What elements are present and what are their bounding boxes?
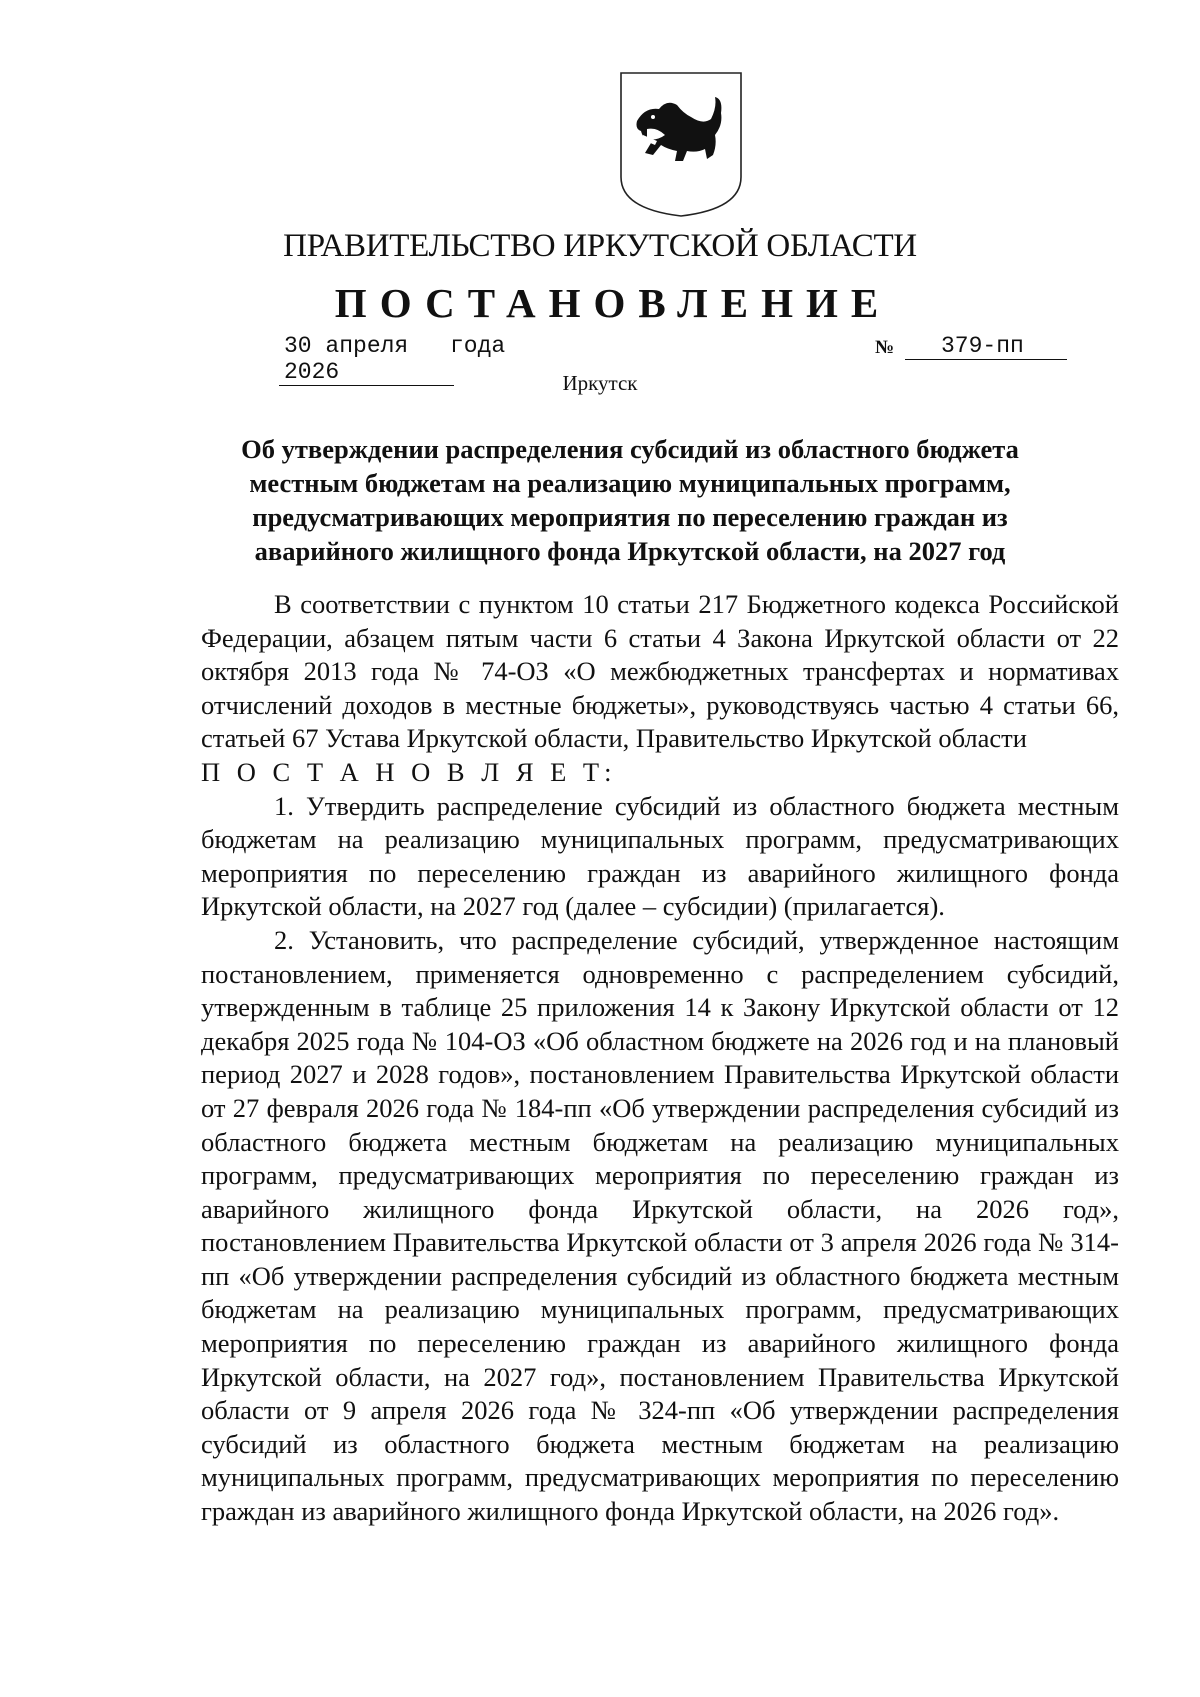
title-line: предусматривающих мероприятия по переселению граждан из (252, 502, 1008, 532)
government-name: ПРАВИТЕЛЬСТВО ИРКУТСКОЙ ОБЛАСТИ (283, 228, 917, 264)
document-type-heading: ПОСТАНОВЛЕНИЕ (334, 280, 892, 326)
document-title (200, 432, 1060, 568)
title-line: аварийного жилищного фонда Иркутской области, на 2027 год (254, 536, 1006, 566)
title-line: Об утверждении распределения субсидий из областного бюджета (241, 434, 1019, 464)
document-date: 30 апреля 2026 (279, 333, 454, 386)
document-date-suffix: года (450, 333, 506, 359)
city-name: Иркутск (562, 371, 638, 395)
document-body (201, 588, 1119, 1529)
document-number: 379-пп (905, 333, 1067, 360)
title-line: местным бюджетам на реализацию муниципальных программ, (249, 468, 1011, 498)
item-2-paragraph: 2. Установить, что распределение субсидий, утвержденное настоящим постановлением, применяется одновременно с распределением субсидий, утвержденным в таблице 25 приложения 14 к Закону Иркутской области от 12 декабря 2025 года № 104-ОЗ «Об областном бюджете на 2026 год и на плановый период 2027 и 2028 годов», постановлением Правительства Иркутской области от 27 февраля 2026 года № 184-пп «Об утверждении распределения субсидий из областного бюджета местным бюджетам на реализацию муниципальных программ, предусматривающих мероприятия по переселению граждан из аварийного жилищного фонда Иркутской области, на 2026 год», постановлением Правительства Иркутской области от 3 апреля 2026 года № 314-пп «Об утверждении распределения субсидий из областного бюджета местным бюджетам на реализацию муниципальных программ, предусматривающих мероприятия по переселению граждан из аварийного жилищного фонда Иркутской области, на 2027 год», постановлением Правительства Иркутской области от 9 апреля 2026 года № 324-пп «Об утверждении распределения субсидий из областного бюджета местным бюджетам на реализацию муниципальных программ, предусматривающих мероприятия по переселению граждан из аварийного жилищного фонда Иркутской области, на 2026 год». (201, 924, 1119, 1527)
coat-of-arms-emblem (617, 69, 745, 219)
number-sign: № (875, 337, 895, 358)
item-1-paragraph: 1. Утвердить распределение субсидий из областного бюджета местным бюджетам на реализацию муниципальных программ, предусматривающих мероприятия по переселению граждан из аварийного жилищного фонда Иркутской области, на 2027 год (далее – субсидии) (прилагается). (201, 790, 1119, 922)
resolves-heading: П О С Т А Н О В Л Я Е Т: (201, 756, 617, 787)
preamble-paragraph: В соответствии с пунктом 10 статьи 217 Бюджетного кодекса Российской Федерации, абзацем пятым части 6 статьи 4 Закона Иркутской области от 22 октября 2013 года № 74-ОЗ «О межбюджетных трансфертах и нормативах отчислений доходов в местные бюджеты», руководствуясь частью 4 статьи 66, статьей 67 Устава Иркутской области, Правительство Иркутской области (201, 589, 1119, 754)
